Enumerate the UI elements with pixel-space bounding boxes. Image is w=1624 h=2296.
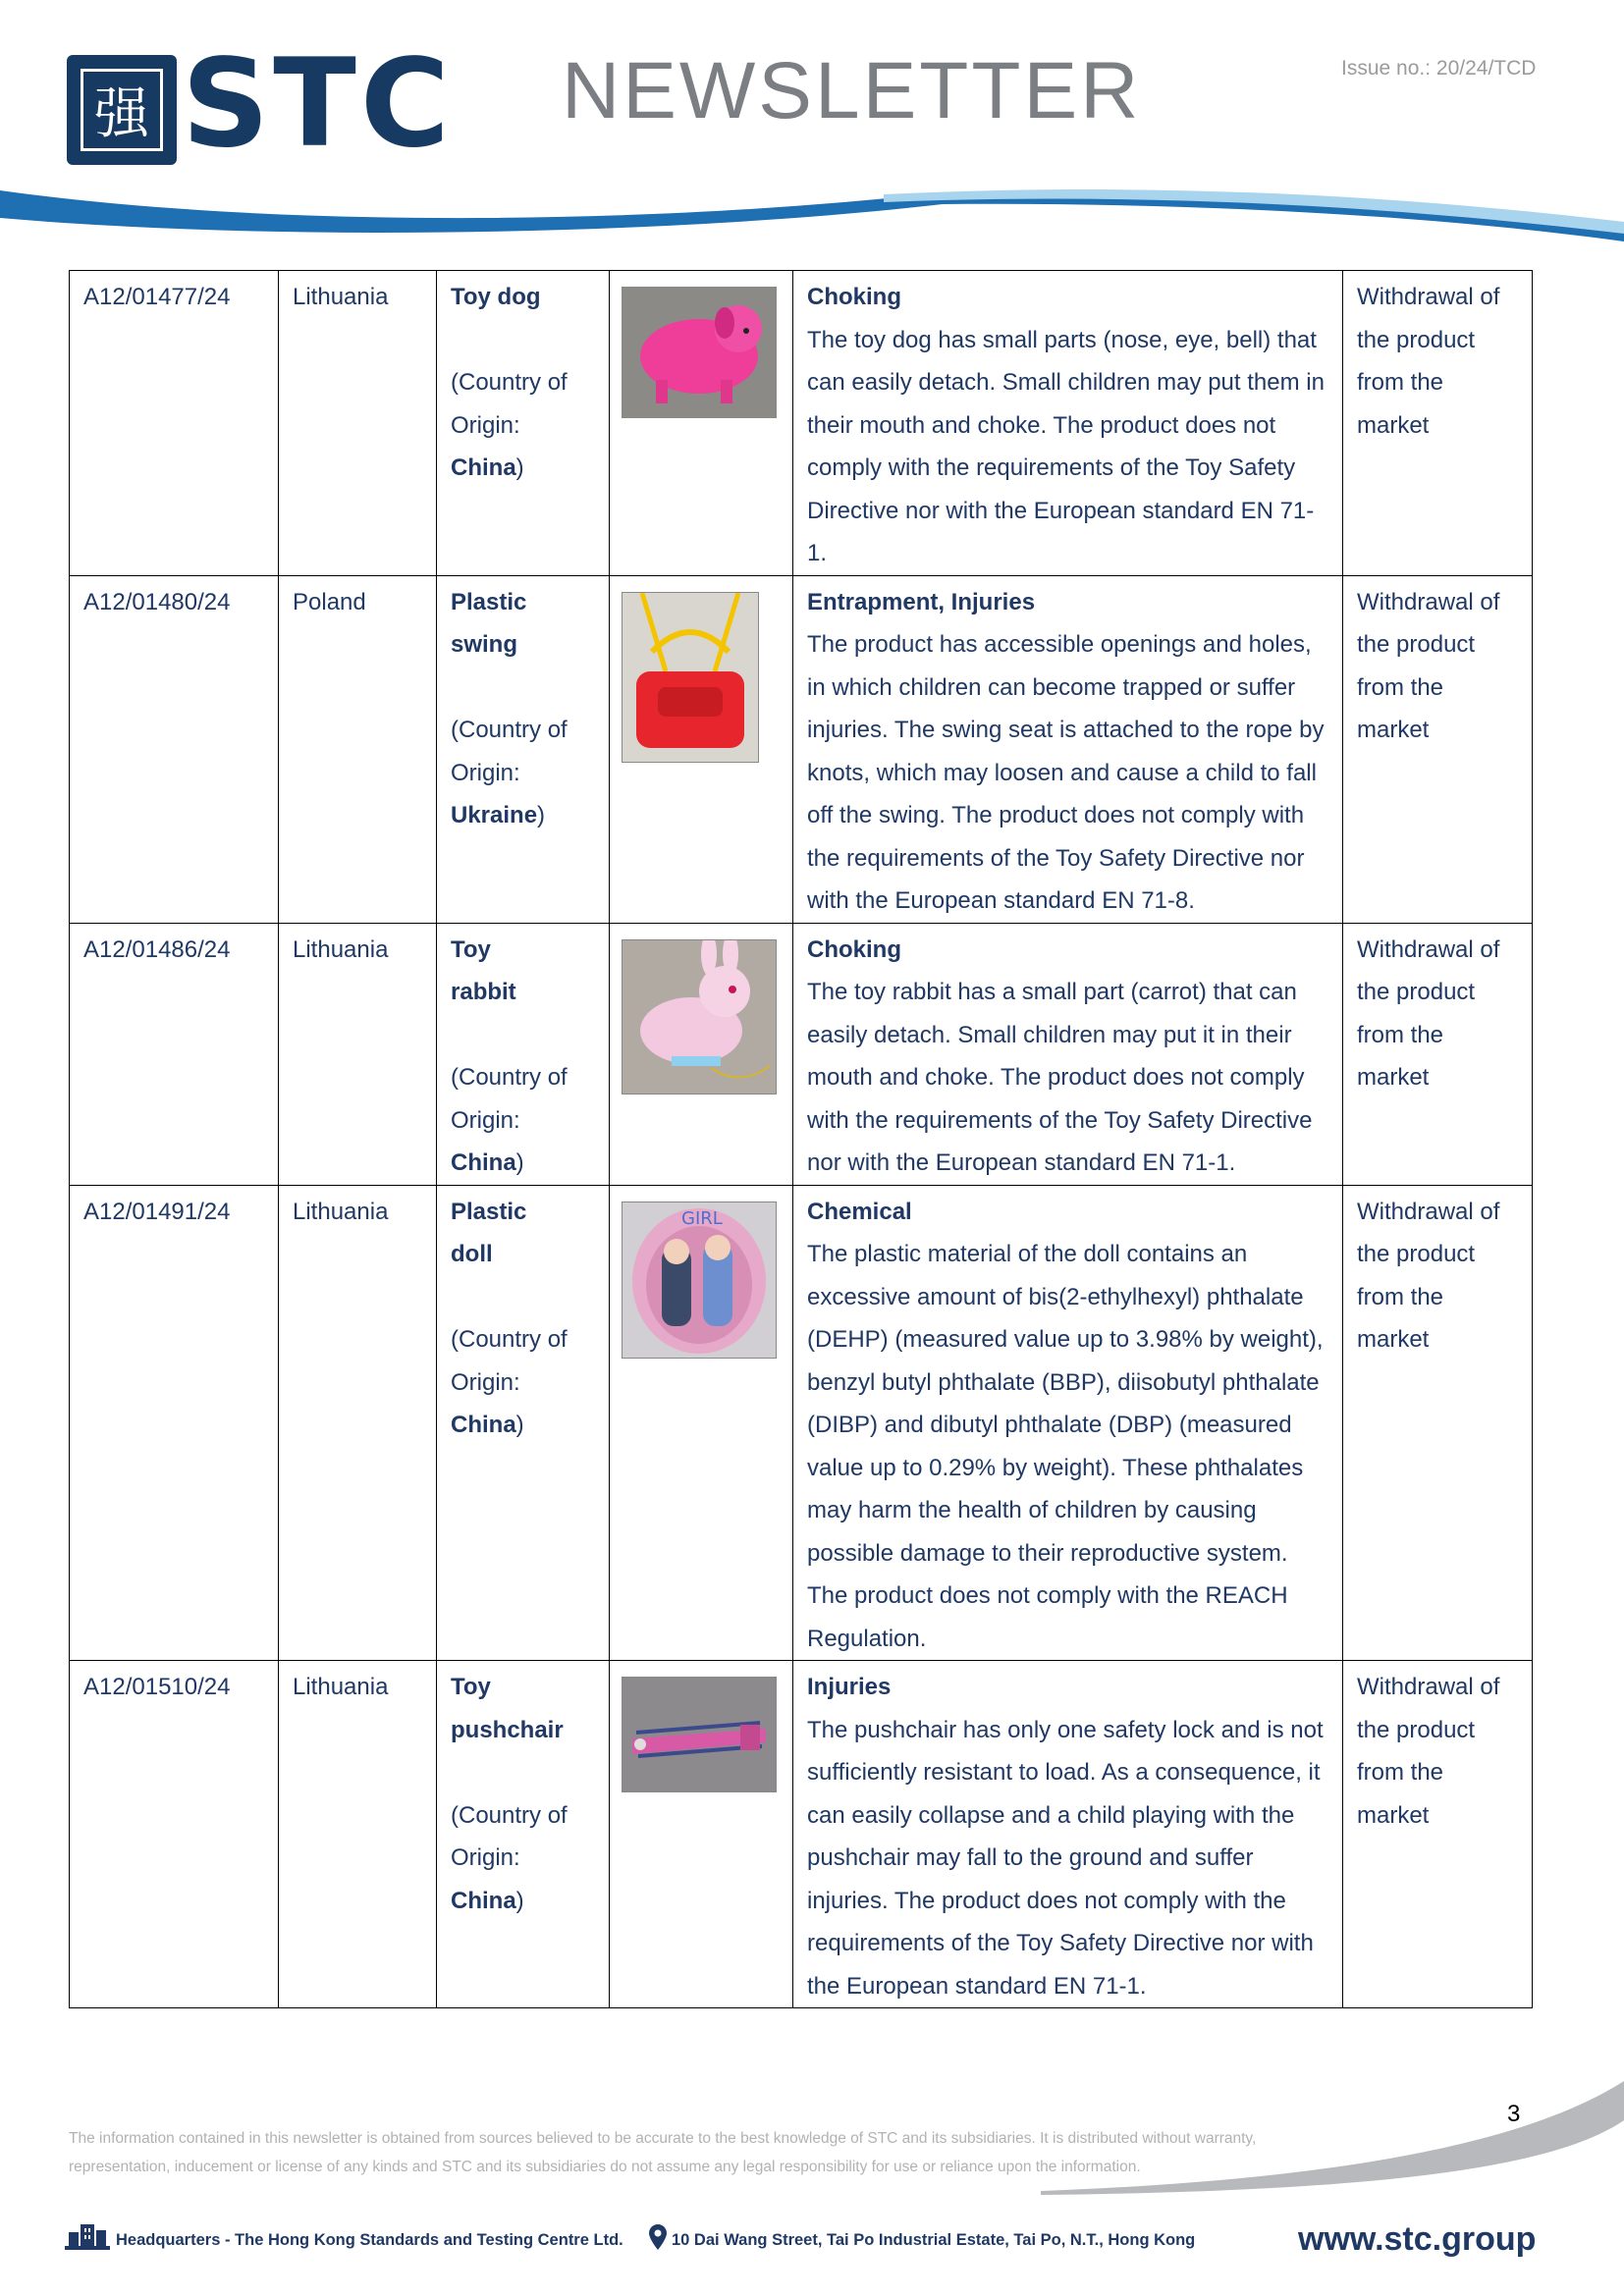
product-cell: [437, 923, 610, 1185]
reference-cell: [70, 923, 279, 1185]
table-row: [70, 575, 1533, 923]
table-row: [70, 1185, 1533, 1661]
risk-description: The pushchair has only one safety lock and is not sufficiently resistant to load. As a consequence, it can easily collapse and a child playing with the pushchair may fall to the ground and suffer injuries. The product does not comply with the requirements of the Toy Safety Directive nor with the European standard EN 71-1.: [807, 1716, 1324, 2000]
table-row: [70, 923, 1533, 1185]
origin-label: (Country of: [451, 1064, 568, 1091]
product-cell: [437, 1661, 610, 2008]
origin-label: (Country of: [451, 369, 568, 396]
measure-taken: Withdrawal of the product from the market: [1357, 1674, 1500, 1829]
risk-description: The toy rabbit has a small part (carrot) that can easily detach. Small children may put it in their mouth and choke. The product does not comply with the requirements of the Toy Safety Directive nor with the European standard EN 71-1.: [807, 979, 1313, 1176]
measure-cell: [1343, 271, 1533, 576]
table-row: [70, 1661, 1533, 2008]
page-header: [0, 0, 1624, 255]
origin-country: China: [451, 1412, 516, 1438]
origin-label-2: Origin:: [451, 759, 520, 786]
product-name: Toy dog: [451, 284, 541, 310]
risk-type: Choking: [807, 284, 901, 310]
reference-cell: [70, 1661, 279, 2008]
risk-type: Choking: [807, 935, 901, 963]
origin-close: ): [515, 1149, 524, 1176]
country-cell: [279, 1661, 437, 2008]
country-cell: [279, 575, 437, 923]
measure-taken: Withdrawal of the product from the market: [1357, 935, 1500, 1091]
origin-label: (Country of: [451, 1326, 568, 1353]
image-cell: [610, 1185, 793, 1661]
image-cell: [610, 271, 793, 576]
origin-country: China: [451, 1887, 516, 1914]
measure-taken: Withdrawal of the product from the market: [1357, 1198, 1500, 1353]
product-photo: [622, 1201, 777, 1359]
country-cell: [279, 271, 437, 576]
origin-label-2: Origin:: [451, 1368, 520, 1396]
origin-label-2: Origin:: [451, 411, 520, 439]
disclaimer-text: The information contained in this newsletter is obtained from sources believed to be accurate to the best knowledge of STC and its subsidiaries. It is distributed without warranty, representation, inducement or license of any kinds and STC and its subsidiaries do not assume any legal responsibility for use or reliance upon the information.: [69, 2130, 1257, 2175]
origin-country: Ukraine: [451, 802, 538, 828]
risk-cell: [793, 1185, 1343, 1661]
building-icon: [65, 2220, 110, 2250]
origin-close: ): [515, 1887, 524, 1914]
product-name: Plastic swing: [451, 588, 527, 658]
product-cell: [437, 271, 610, 576]
measure-cell: [1343, 1185, 1533, 1661]
reference-number: A12/01491/24: [83, 1198, 231, 1225]
product-photo: [622, 939, 777, 1095]
product-cell: [437, 575, 610, 923]
measure-cell: [1343, 923, 1533, 1185]
image-cell: [610, 1661, 793, 2008]
product-name: Plastic doll: [451, 1198, 527, 1267]
risk-description: The toy dog has small parts (nose, eye, bell) that can easily detach. Small children may put them in their mouth and choke. The product does not comply with the requirements of the Toy Safety Directive nor with the European standard EN 71-1.: [807, 326, 1325, 566]
origin-close: ): [515, 454, 524, 481]
origin-country: China: [451, 454, 516, 481]
risk-cell: [793, 271, 1343, 576]
risk-type: Injuries: [807, 1674, 892, 1700]
reference-cell: [70, 1185, 279, 1661]
issue-number: Issue no.: 20/24/TCD: [1341, 57, 1537, 80]
recall-table: [69, 270, 1532, 2008]
website-link[interactable]: www.stc.group: [1298, 2220, 1537, 2258]
address-label: 10 Dai Wang Street, Tai Po Industrial Estate, Tai Po, N.T., Hong Kong: [672, 2231, 1196, 2249]
notifying-country: Poland: [293, 588, 366, 615]
image-cell: [610, 923, 793, 1185]
origin-country: China: [451, 1149, 516, 1176]
risk-type: Entrapment, Injuries: [807, 588, 1036, 615]
stc-logo-mark: [67, 55, 177, 165]
location-pin-icon: [649, 2224, 667, 2250]
image-cell: [610, 575, 793, 923]
country-cell: [279, 923, 437, 1185]
measure-cell: [1343, 1661, 1533, 2008]
country-cell: [279, 1185, 437, 1661]
risk-description: The product has accessible openings and holes, in which children can become trapped or suffer injuries. The swing seat is attached to the rope by knots, which may loosen and cause a child to fall off the swing. The product does not comply with the requirements of the Toy Safety Directive nor with the European standard EN 71-8.: [807, 631, 1325, 914]
risk-cell: [793, 923, 1343, 1185]
risk-cell: [793, 1661, 1343, 2008]
risk-description: The plastic material of the doll contains an excessive amount of bis(2-ethylhexyl) phthalate (DEHP) (measured value up to 3.98% by weight), benzyl butyl phthalate (BBP), diisobutyl phthalate (DIBP) and dibutyl phthalate (DBP) (measured value up to 0.29% by weight). These phthalates may harm the health of children by causing possible damage to their reproductive system. The product does not comply with the REACH Regulation.: [807, 1241, 1324, 1652]
measure-cell: [1343, 575, 1533, 923]
notifying-country: Lithuania: [293, 935, 389, 963]
reference-number: A12/01477/24: [83, 284, 231, 310]
origin-close: ): [537, 802, 546, 828]
measure-taken: Withdrawal of the product from the market: [1357, 588, 1500, 743]
page-footer: [65, 2220, 1557, 2260]
product-photo: [622, 592, 759, 763]
product-name: Toy pushchair: [451, 1674, 564, 1743]
logo-emblem: 强: [81, 69, 163, 151]
product-cell: [437, 1185, 610, 1661]
risk-type: Chemical: [807, 1198, 912, 1225]
reference-number: A12/01486/24: [83, 935, 231, 963]
product-photo: [622, 1677, 777, 1792]
origin-label: (Country of: [451, 717, 568, 743]
reference-cell: [70, 575, 279, 923]
origin-label-2: Origin:: [451, 1844, 520, 1871]
reference-number: A12/01510/24: [83, 1674, 231, 1700]
reference-number: A12/01480/24: [83, 588, 231, 615]
reference-cell: [70, 271, 279, 576]
stc-logo-text: STC: [182, 33, 454, 175]
headquarters-label: Headquarters - The Hong Kong Standards and Testing Centre Ltd.: [116, 2231, 623, 2249]
notifying-country: Lithuania: [293, 1674, 389, 1700]
notifying-country: Lithuania: [293, 1198, 389, 1225]
product-photo: [622, 287, 777, 418]
header-wave-decoration: [0, 183, 1624, 251]
measure-taken: Withdrawal of the product from the market: [1357, 284, 1500, 439]
risk-cell: [793, 575, 1343, 923]
svg-text:GIRL: GIRL: [681, 1207, 723, 1229]
origin-label: (Country of: [451, 1801, 568, 1829]
origin-label-2: Origin:: [451, 1106, 520, 1134]
page-number: 3: [1507, 2101, 1521, 2127]
notifying-country: Lithuania: [293, 284, 389, 310]
origin-close: ): [515, 1412, 524, 1438]
table-row: [70, 271, 1533, 576]
product-name: Toy rabbit: [451, 935, 516, 1005]
newsletter-title: NEWSLETTER: [562, 46, 1142, 135]
